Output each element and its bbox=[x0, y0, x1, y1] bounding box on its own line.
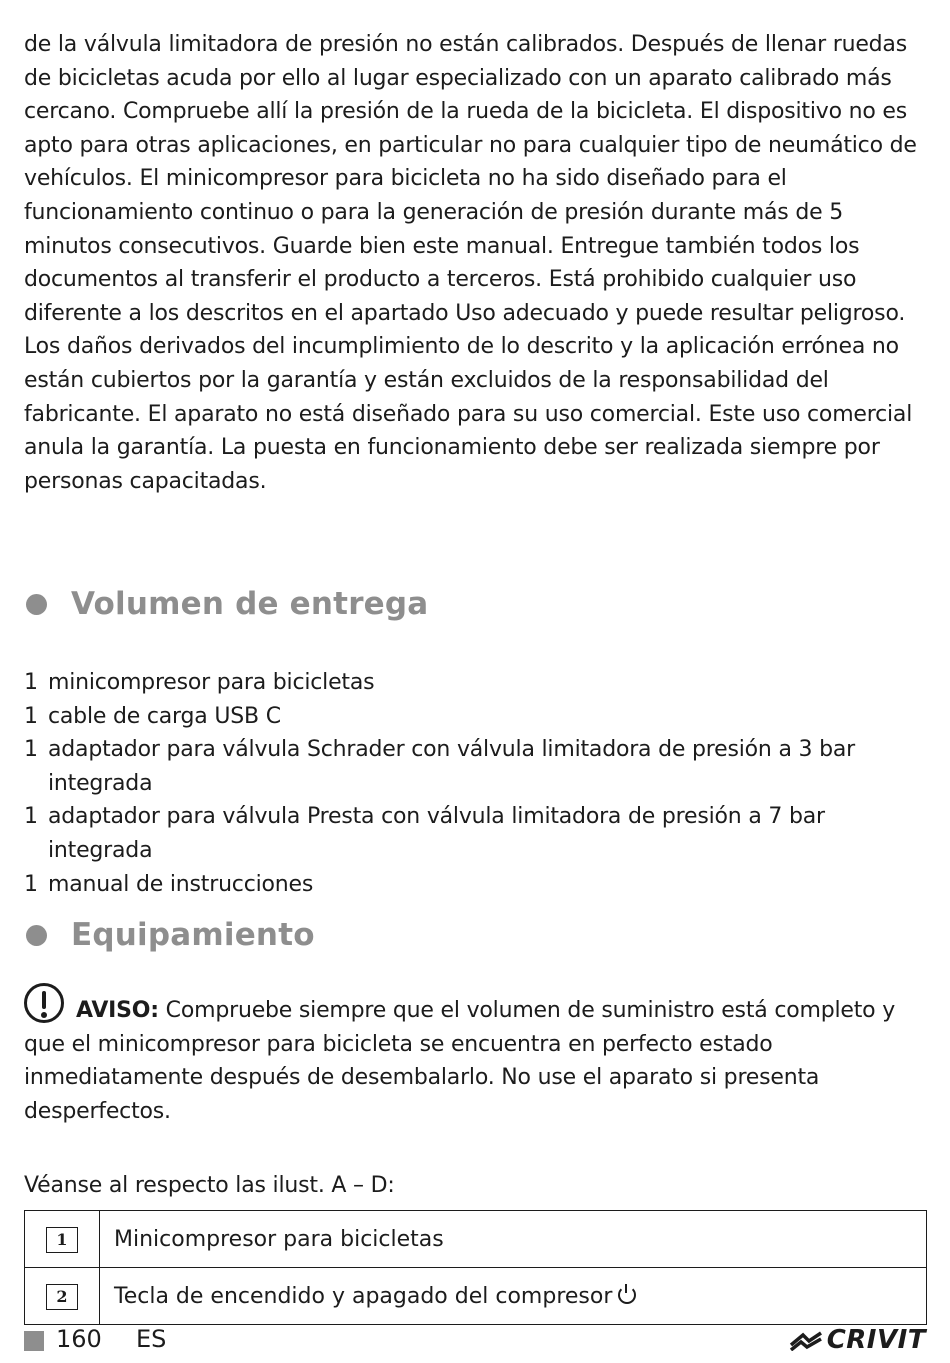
section-title: Equipamiento bbox=[71, 917, 315, 953]
bullet-dot-icon bbox=[26, 594, 47, 615]
illustration-reference: Véanse al respecto las ilust. A – D: bbox=[24, 1173, 395, 1198]
part-number: 1 bbox=[46, 1227, 78, 1253]
exclamation-circle-icon bbox=[24, 983, 64, 1023]
item-qty: 1 bbox=[24, 703, 38, 729]
table-row bbox=[25, 1268, 927, 1325]
part-label: Minicompresor para bicicletas bbox=[100, 1211, 927, 1268]
intro-paragraph: de la válvula limitadora de presión no están calibrados. Después de llenar ruedas de bicicletas acuda por ello al lugar especializado con un aparato calibrado más cercano. Compruebe allí la presión de la rueda de la bicicleta. El dispositivo no es apto para otras aplicaciones, en particular no para cualquier tipo de neumático de vehículos. El minicompresor para bicicleta no ha sido diseñado para el funcionamiento continuo o para la generación de presión durante más de 5 minutos consecutivos. Guarde bien este manual. Entregue también todos los documentos al transferir el producto a terceros. Está prohibido cualquier uso diferente a los descritos en el apartado Uso adecuado y puede resultar peligroso. Los daños derivados del incumplimiento de lo descrito y la aplicación errónea no están cubiertos por la garantía y están excluidos de la responsabilidad del fabricante. El aparato no está diseñado para su uso comercial. Este uso comercial anula la garantía. La puesta en funcionamiento debe ser realizada siempre por personas capacitadas. bbox=[24, 32, 917, 494]
item-text: minicompresor para bicicletas bbox=[48, 670, 375, 695]
notice-text: Compruebe siempre que el volumen de suministro está completo y que el minicompresor para bicicleta se encuentra en perfecto estado inmediatamente después de desembalarlo. No use el aparato si presenta desperfectos. bbox=[24, 998, 896, 1124]
item-text: cable de carga USB C bbox=[48, 703, 281, 729]
brand-name: CRIVIT bbox=[826, 1325, 926, 1355]
item-qty: 1 bbox=[24, 670, 38, 695]
language-code: ES bbox=[136, 1325, 167, 1353]
list-item bbox=[24, 666, 926, 700]
parts-table bbox=[24, 1210, 927, 1325]
part-label: Tecla de encendido y apagado del compresor bbox=[114, 1283, 613, 1309]
manual-page bbox=[24, 28, 926, 1309]
item-text: adaptador para válvula Presta con válvula limitadora de presión a 7 bar integrada bbox=[48, 804, 825, 863]
item-text: adaptador para válvula Schrader con válvula limitadora de presión a 3 bar integrada bbox=[48, 737, 856, 796]
brand-logo bbox=[789, 1325, 926, 1355]
section-title: Volumen de entrega bbox=[71, 586, 429, 622]
brand-swoosh-icon bbox=[789, 1329, 823, 1351]
item-text: manual de instrucciones bbox=[48, 871, 314, 897]
item-qty: 1 bbox=[24, 804, 38, 830]
list-item bbox=[24, 733, 926, 800]
section-heading-equipamiento bbox=[24, 917, 315, 953]
list-item bbox=[24, 800, 926, 867]
notice-label: AVISO: bbox=[76, 998, 159, 1023]
item-qty: 1 bbox=[24, 871, 38, 897]
list-item bbox=[24, 700, 926, 734]
page-number: 160 bbox=[56, 1325, 102, 1353]
footer-square-icon bbox=[24, 1331, 44, 1351]
power-icon bbox=[618, 1286, 636, 1304]
section-heading-volumen bbox=[24, 586, 428, 622]
warning-notice bbox=[24, 983, 926, 1128]
item-qty: 1 bbox=[24, 737, 38, 763]
list-item bbox=[24, 868, 926, 902]
page-footer bbox=[24, 1325, 926, 1361]
delivery-list bbox=[24, 666, 926, 901]
bullet-dot-icon bbox=[26, 925, 47, 946]
part-number: 2 bbox=[46, 1284, 78, 1310]
table-row bbox=[25, 1211, 927, 1268]
